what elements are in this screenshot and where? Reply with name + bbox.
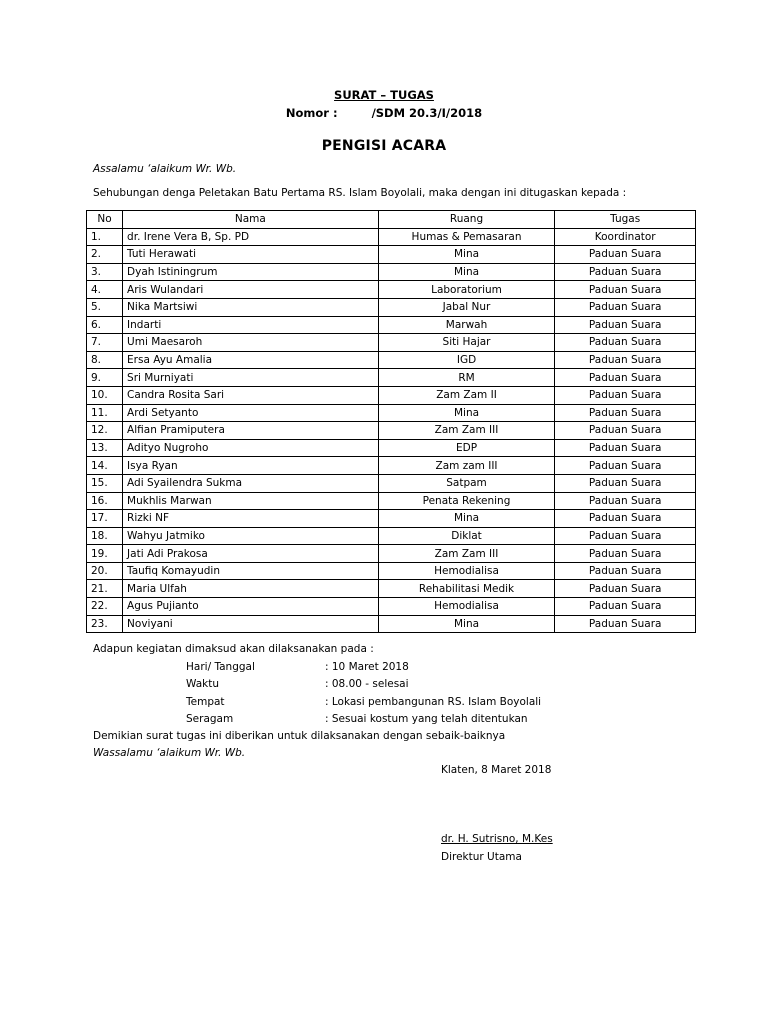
- cell-no: 22.: [87, 598, 123, 616]
- cell-nama: Alfian Pramiputera: [123, 422, 379, 440]
- cell-nama: Rizki NF: [123, 510, 379, 528]
- cell-ruang: Rehabilitasi Medik: [378, 580, 555, 598]
- letter-number-value: /SDM 20.3/I/2018: [371, 106, 483, 120]
- schedule-label: Hari/ Tanggal: [186, 661, 255, 673]
- cell-tugas: Paduan Suara: [555, 369, 696, 387]
- closing-statement: Demikian surat tugas ini diberikan untuk dilaksanakan dengan sebaik-baiknya: [93, 730, 506, 742]
- cell-ruang: Marwah: [378, 316, 555, 334]
- table-row: [87, 386, 696, 404]
- cell-tugas: Paduan Suara: [555, 580, 696, 598]
- cell-no: 16.: [87, 492, 123, 510]
- cell-no: 20.: [87, 562, 123, 580]
- cell-no: 23.: [87, 615, 123, 633]
- cell-no: 21.: [87, 580, 123, 598]
- column-header-no: No: [87, 211, 123, 229]
- table-row: [87, 263, 696, 281]
- cell-nama: Isya Ryan: [123, 457, 379, 475]
- cell-ruang: IGD: [378, 351, 555, 369]
- schedule-label: Tempat: [186, 696, 225, 708]
- cell-ruang: Mina: [378, 510, 555, 528]
- table-row: [87, 228, 696, 246]
- cell-no: 7.: [87, 334, 123, 352]
- cell-tugas: Paduan Suara: [555, 527, 696, 545]
- table-row: [87, 562, 696, 580]
- cell-nama: Ardi Setyanto: [123, 404, 379, 422]
- cell-tugas: Paduan Suara: [555, 562, 696, 580]
- cell-nama: Candra Rosita Sari: [123, 386, 379, 404]
- cell-tugas: Koordinator: [555, 228, 696, 246]
- cell-no: 1.: [87, 228, 123, 246]
- cell-no: 6.: [87, 316, 123, 334]
- cell-nama: Maria Ulfah: [123, 580, 379, 598]
- cell-tugas: Paduan Suara: [555, 281, 696, 299]
- cell-tugas: Paduan Suara: [555, 298, 696, 316]
- table-row: [87, 351, 696, 369]
- cell-no: 9.: [87, 369, 123, 387]
- cell-nama: Noviyani: [123, 615, 379, 633]
- cell-ruang: Siti Hajar: [378, 334, 555, 352]
- cell-tugas: Paduan Suara: [555, 316, 696, 334]
- table-row: [87, 474, 696, 492]
- table-row: [87, 545, 696, 563]
- cell-no: 19.: [87, 545, 123, 563]
- column-header-ruang: Ruang: [378, 211, 555, 229]
- cell-ruang: Zam Zam II: [378, 386, 555, 404]
- cell-ruang: Mina: [378, 263, 555, 281]
- cell-tugas: Paduan Suara: [555, 439, 696, 457]
- cell-ruang: Mina: [378, 615, 555, 633]
- cell-no: 2.: [87, 246, 123, 264]
- cell-nama: Adityo Nugroho: [123, 439, 379, 457]
- cell-no: 10.: [87, 386, 123, 404]
- table-row: [87, 246, 696, 264]
- cell-tugas: Paduan Suara: [555, 351, 696, 369]
- table-row: [87, 334, 696, 352]
- cell-no: 3.: [87, 263, 123, 281]
- assignment-table: [86, 210, 696, 633]
- cell-ruang: Penata Rekening: [378, 492, 555, 510]
- place-date: Klaten, 8 Maret 2018: [441, 764, 552, 776]
- cell-no: 12.: [87, 422, 123, 440]
- table-row: [87, 298, 696, 316]
- cell-no: 14.: [87, 457, 123, 475]
- table-row: [87, 316, 696, 334]
- letter-number-label: Nomor :: [285, 106, 338, 120]
- cell-ruang: Zam zam III: [378, 457, 555, 475]
- cell-ruang: Zam Zam III: [378, 422, 555, 440]
- cell-tugas: Paduan Suara: [555, 510, 696, 528]
- cell-tugas: Paduan Suara: [555, 545, 696, 563]
- cell-nama: Ersa Ayu Amalia: [123, 351, 379, 369]
- cell-nama: Tuti Herawati: [123, 246, 379, 264]
- cell-ruang: Hemodialisa: [378, 562, 555, 580]
- cell-no: 13.: [87, 439, 123, 457]
- cell-nama: Sri Murniyati: [123, 369, 379, 387]
- cell-nama: Mukhlis Marwan: [123, 492, 379, 510]
- cell-tugas: Paduan Suara: [555, 422, 696, 440]
- table-row: [87, 281, 696, 299]
- schedule-value: : 08.00 - selesai: [325, 678, 409, 690]
- letter-heading: PENGISI ACARA: [321, 138, 447, 154]
- cell-nama: Nika Martsiwi: [123, 298, 379, 316]
- cell-nama: Dyah Istiningrum: [123, 263, 379, 281]
- table-row: [87, 457, 696, 475]
- letter-number: [0, 106, 768, 120]
- table-header-row: [87, 211, 696, 229]
- cell-nama: Taufiq Komayudin: [123, 562, 379, 580]
- cell-nama: Jati Adi Prakosa: [123, 545, 379, 563]
- cell-nama: Indarti: [123, 316, 379, 334]
- cell-nama: dr. Irene Vera B, Sp. PD: [123, 228, 379, 246]
- cell-ruang: Mina: [378, 404, 555, 422]
- schedule-label: Waktu: [186, 678, 219, 690]
- cell-tugas: Paduan Suara: [555, 474, 696, 492]
- column-header-nama: Nama: [123, 211, 379, 229]
- schedule-label: Seragam: [186, 713, 234, 725]
- cell-ruang: RM: [378, 369, 555, 387]
- cell-no: 17.: [87, 510, 123, 528]
- cell-tugas: Paduan Suara: [555, 615, 696, 633]
- signer-name: dr. H. Sutrisno, M.Kes: [441, 833, 553, 845]
- cell-nama: Wahyu Jatmiko: [123, 527, 379, 545]
- table-row: [87, 492, 696, 510]
- cell-tugas: Paduan Suara: [555, 598, 696, 616]
- cell-tugas: Paduan Suara: [555, 263, 696, 281]
- letter-title: SURAT – TUGAS: [334, 88, 434, 102]
- cell-ruang: Satpam: [378, 474, 555, 492]
- cell-tugas: Paduan Suara: [555, 246, 696, 264]
- cell-no: 5.: [87, 298, 123, 316]
- table-row: [87, 404, 696, 422]
- schedule-value: : Lokasi pembangunan RS. Islam Boyolali: [325, 696, 542, 708]
- cell-tugas: Paduan Suara: [555, 334, 696, 352]
- cell-no: 4.: [87, 281, 123, 299]
- cell-tugas: Paduan Suara: [555, 386, 696, 404]
- cell-no: 18.: [87, 527, 123, 545]
- cell-no: 11.: [87, 404, 123, 422]
- cell-nama: Umi Maesaroh: [123, 334, 379, 352]
- opening-greeting: Assalamu ‘alaikum Wr. Wb.: [93, 163, 237, 175]
- cell-no: 8.: [87, 351, 123, 369]
- cell-tugas: Paduan Suara: [555, 457, 696, 475]
- cell-ruang: Mina: [378, 246, 555, 264]
- table-row: [87, 439, 696, 457]
- schedule-value: : Sesuai kostum yang telah ditentukan: [325, 713, 528, 725]
- table-row: [87, 615, 696, 633]
- schedule-intro: Adapun kegiatan dimaksud akan dilaksanakan pada :: [93, 643, 374, 655]
- table-row: [87, 369, 696, 387]
- cell-tugas: Paduan Suara: [555, 404, 696, 422]
- cell-ruang: Jabal Nur: [378, 298, 555, 316]
- cell-nama: Adi Syailendra Sukma: [123, 474, 379, 492]
- cell-ruang: EDP: [378, 439, 555, 457]
- cell-nama: Agus Pujianto: [123, 598, 379, 616]
- table-row: [87, 580, 696, 598]
- schedule-value: : 10 Maret 2018: [325, 661, 409, 673]
- table-row: [87, 598, 696, 616]
- signer-title: Direktur Utama: [441, 851, 522, 863]
- cell-ruang: Diklat: [378, 527, 555, 545]
- table-row: [87, 527, 696, 545]
- cell-no: 15.: [87, 474, 123, 492]
- intro-paragraph: Sehubungan denga Peletakan Batu Pertama RS. Islam Boyolali, maka dengan ini ditugaskan kepada :: [93, 187, 627, 199]
- column-header-tugas: Tugas: [555, 211, 696, 229]
- table-row: [87, 422, 696, 440]
- cell-nama: Aris Wulandari: [123, 281, 379, 299]
- table-body: [87, 228, 696, 633]
- cell-ruang: Zam Zam III: [378, 545, 555, 563]
- cell-ruang: Humas & Pemasaran: [378, 228, 555, 246]
- closing-greeting: Wassalamu ‘alaikum Wr. Wb.: [93, 747, 246, 759]
- cell-ruang: Hemodialisa: [378, 598, 555, 616]
- cell-tugas: Paduan Suara: [555, 492, 696, 510]
- cell-ruang: Laboratorium: [378, 281, 555, 299]
- table-row: [87, 510, 696, 528]
